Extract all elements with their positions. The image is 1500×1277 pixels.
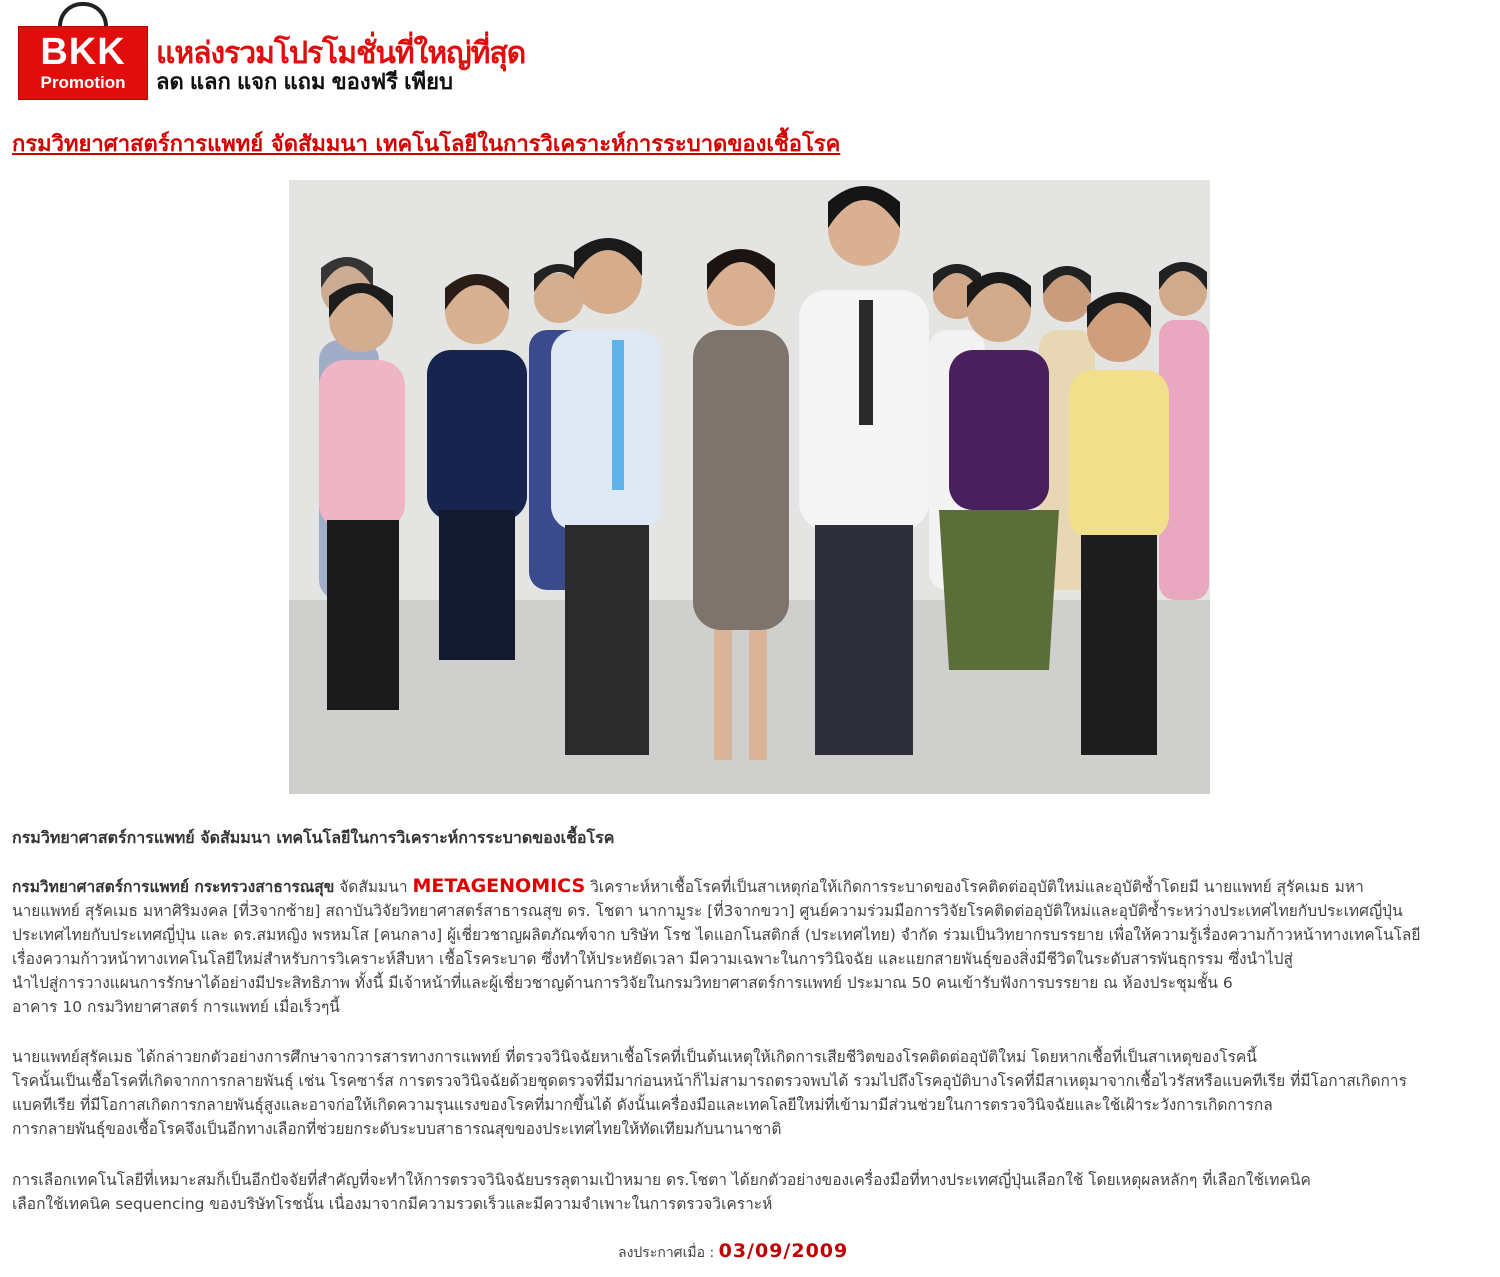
logo-badge xyxy=(18,26,148,100)
site-tagline: แหล่งรวมโปรโมชั่นที่ใหญ่ที่สุด xyxy=(156,37,526,70)
paragraph-line: เรื่องความก้าวหน้าทางเทคโนโลยีใหม่สำหรับการวิเคราะห์สืบหา เชื้อโรคระบาด ซึ่งทำให้ประหยัดเวลา มีความเฉพาะในการวินิจฉัย และแยกสายพันธุ์ของสิ่งมีชีวิตในระดับสารพันธุกรรม ซึ่งนำไปสู่ xyxy=(12,950,1293,968)
paragraph-line: ประเทศไทยกับประเทศญี่ปุ่น และ ดร.สมหญิง พรหมโส [คนกลาง] ผู้เชี่ยวชาญผลิตภัณฑ์จาก บริษัท โรช ไดแอกโนสติกส์ (ประเทศไทย) จำกัด ร่วมเป็นวิทยากรบรรยาย เพื่อให้ความรู้เรื่องความก้าวหน้าทางเทคโนโลยี xyxy=(12,926,1421,944)
paragraph-line: เลือกใช้เทคนิค sequencing ของบริษัทโรชนั้น เนื่องมาจากมีความรวดเร็วและมีความจำเพาะในการตรวจวิเคราะห์ xyxy=(12,1195,773,1213)
paragraph-text: จัดสัมมนา xyxy=(334,878,413,896)
organization-name: กรมวิทยาศาสตร์การแพทย์ กระทรวงสาธารณสุข xyxy=(12,878,335,896)
paragraph-line: แบคทีเรีย ที่มีโอกาสเกิดการกลายพันธุ์สูงและอาจก่อให้เกิดความรุนแรงของโรคที่มากขึ้นได้ ดังนั้นเครื่องมือและเทคโลยีใหม่ที่เข้ามามีส่วนช่วยในการตรวจวินิจฉัยและใช้เฝ้าระวังการเกิดการกล xyxy=(12,1096,1273,1114)
paragraph-line: การกลายพันธุ์ของเชื้อโรคจึงเป็นอีกทางเลือกที่ช่วยยกระดับระบบสาธารณสุขของประเทศไทยให้ทัดเทียมกับนานาชาติ xyxy=(12,1120,782,1138)
article-headline-link[interactable]: กรมวิทยาศาสตร์การแพทย์ จัดสัมมนา เทคโนโลยีในการวิเคราะห์การระบาดของเชื้อโรค xyxy=(12,132,841,157)
logo-text: BKK xyxy=(40,31,126,73)
article-subtitle: กรมวิทยาศาสตร์การแพทย์ จัดสัมมนา เทคโนโลยีในการวิเคราะห์การระบาดของเชื้อโรค xyxy=(12,828,615,847)
site-logo[interactable] xyxy=(18,2,148,98)
paragraph-line: อาคาร 10 กรมวิทยาศาสตร์ การแพทย์ เมื่อเร็วๆนี้ xyxy=(12,998,340,1016)
article-paragraph-2 xyxy=(12,1045,1492,1141)
paragraph-line: นายแพทย์ สุรัคเมธ มหาศิริมงคล [ที่3จากซ้าย] สถาบันวิจัยวิทยาศาสตร์สาธารณสุข ดร. โชตา นากามูระ [ที่3จากขวา] ศูนย์ความร่วมมือการวิจัยโรคติดต่ออุบัติใหม่และอุบัติซ้ำระหว่างประเทศไทยกับประเทศญี่ปุ่น xyxy=(12,902,1403,920)
paragraph-line: นำไปสู่การวางแผนการรักษาได้อย่างมีประสิทธิภาพ ทั้งนี้ มีเจ้าหน้าที่และผู้เชี่ยวชาญด้านการวิจัยในกรมวิทยาศาสตร์การแพทย์ ประมาณ 50 คนเข้ารับฟังการบรรยาย ณ ห้องประชุมชั้น 6 xyxy=(12,974,1233,992)
paragraph-text: วิเคราะห์หาเชื้อโรคที่เป็นสาเหตุก่อให้เกิดการระบาดของโรคติดต่ออุบัติใหม่และอุบัติซ้ำโดยมี นายแพทย์ สุรัคเมธ มหา xyxy=(585,878,1364,896)
metagenomics-highlight: METAGENOMICS xyxy=(412,875,586,897)
paragraph-line: การเลือกเทคโนโลยีที่เหมาะสมก็เป็นอีกปัจจัยที่สำคัญที่จะทำให้การตรวจวินิจฉัยบรรลุตามเป้าหมาย ดร.โชตา ได้ยกตัวอย่างของเครื่องมือที่ทางประเทศญี่ปุ่นเลือกใช้ โดยเหตุผลหลักๆ ที่เลือกใช้เทคนิค xyxy=(12,1171,1311,1189)
article-paragraph-1 xyxy=(12,874,1492,1019)
paragraph-line: นายแพทย์สุรัคเมธ ได้กล่าวยกตัวอย่างการศึกษาจากวารสารทางการแพทย์ ที่ตรวจวินิจฉัยหาเชื้อโรคที่เป็นต้นเหตุให้เกิดการเสียชีวิตของโรคติดต่ออุบัติใหม่ โดยหากเชื้อที่เป็นสาเหตุของโรคนี้ xyxy=(12,1048,1257,1066)
site-subtagline: ลด แลก แจก แถม ของฟรี เพียบ xyxy=(156,69,453,94)
logo-subtext: Promotion xyxy=(40,73,126,92)
paragraph-line xyxy=(12,874,1492,899)
posted-date-row xyxy=(618,1240,848,1264)
article-paragraph-3 xyxy=(12,1168,1492,1216)
paragraph-line: โรคนั้นเป็นเชื้อโรคที่เกิดจากการกลายพันธุ์ เช่น โรคซาร์ส การตรวจวินิจฉัยด้วยชุดตรวจที่มีมาก่อนหน้าก็ไม่สามารถตรวจพบได้ รวมไปถึงโรคอุบัติบางโรคที่มีสาเหตุมาจากเชื้อไวรัสหรือแบคทีเรีย ที่มีโอกาสเกิดการ xyxy=(12,1072,1407,1090)
posted-date: 03/09/2009 xyxy=(718,1240,849,1262)
group-photo-illustration xyxy=(289,180,1210,794)
posted-label: ลงประกาศเมื่อ : xyxy=(618,1245,719,1261)
article-photo xyxy=(289,180,1210,794)
